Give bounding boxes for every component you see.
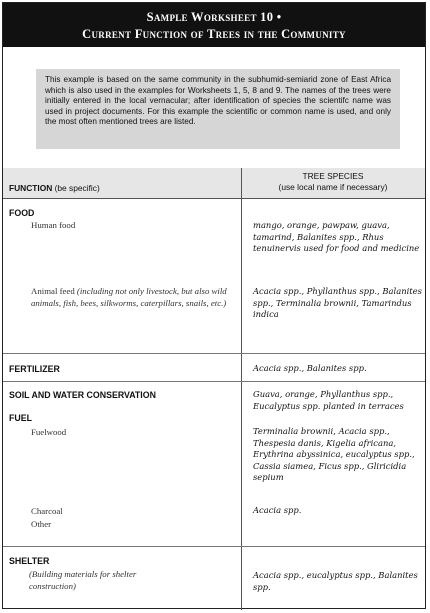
species-column-header — [243, 171, 423, 193]
intro-note: This example is based on the same community in the subhumid-semiarid zone of East Africa which is also used in the examples for Worksheets 1, 5, 8 and 9. The names of the trees were initially entered in the local vernacular; after identification of species the scientifc name was used in project documents. For this example the scientific or common name is used, and only the most often mentioned trees are listed. — [36, 69, 400, 149]
header-title-line1: Sample Worksheet 10 • — [146, 10, 282, 24]
row-separator — [3, 353, 425, 354]
category-fertilizer: FERTILIZER — [9, 364, 60, 374]
animal-feed-label: Animal feed — [31, 286, 75, 296]
species-header-line1: TREE SPECIES — [302, 171, 364, 181]
row-separator — [3, 546, 425, 547]
category-fuel: FUEL — [9, 413, 32, 423]
row-shelter-note: (Building materials for shelter construction) — [29, 569, 137, 591]
column-divider — [241, 168, 242, 610]
species-human-food: mango, orange, pawpaw, guava, tamarind, Balanites spp., Rhus tenuinervis used for food and medicine — [253, 220, 420, 254]
species-charcoal: Acacia spp. — [253, 505, 302, 515]
function-column-header — [9, 183, 100, 193]
species-shelter: Acacia spp., eucalyptus spp., Balanites spp. — [253, 570, 418, 592]
row-other: Other — [31, 519, 52, 529]
row-animal-feed — [31, 286, 231, 309]
row-separator — [3, 381, 425, 382]
function-header-label: FUNCTION — [9, 183, 53, 193]
species-fuelwood: Terminalia brownii, Acacia spp., Thespesia danis, Kigelia africana, Erythrina abyssinica, eucalyptus spp., Cassia siamea, Ficus spp., Gliricidia sepium — [253, 426, 415, 483]
worksheet-header — [3, 3, 425, 47]
species-fertilizer: Acacia spp., Balanites spp. — [253, 363, 367, 373]
function-header-note: (be specific) — [52, 183, 100, 193]
header-title-line2: Current Function of Trees in the Community — [82, 27, 346, 41]
worksheet-frame — [2, 2, 426, 609]
category-food: FOOD — [9, 208, 35, 218]
row-fuelwood: Fuelwood — [31, 427, 67, 437]
row-human-food: Human food — [31, 220, 76, 230]
category-soil-water: SOIL AND WATER CONSERVATION — [9, 390, 156, 400]
species-header-line2: (use local name if necessary) — [278, 182, 388, 192]
category-shelter: SHELTER — [9, 556, 50, 566]
row-charcoal: Charcoal — [31, 506, 63, 516]
species-animal-feed: Acacia spp., Phyllanthus spp., Balanites spp., Terminalia brownii, Tamarindus indica — [253, 286, 422, 320]
animal-feed-note: (including not only livestock, but also wild animals, fish, bees, silkworms, caterpillars, snails, etc.) — [31, 286, 227, 308]
species-soil-water: Guava, orange, Phyllanthus spp., Eucalyptus spp. planted in terraces — [253, 389, 404, 411]
